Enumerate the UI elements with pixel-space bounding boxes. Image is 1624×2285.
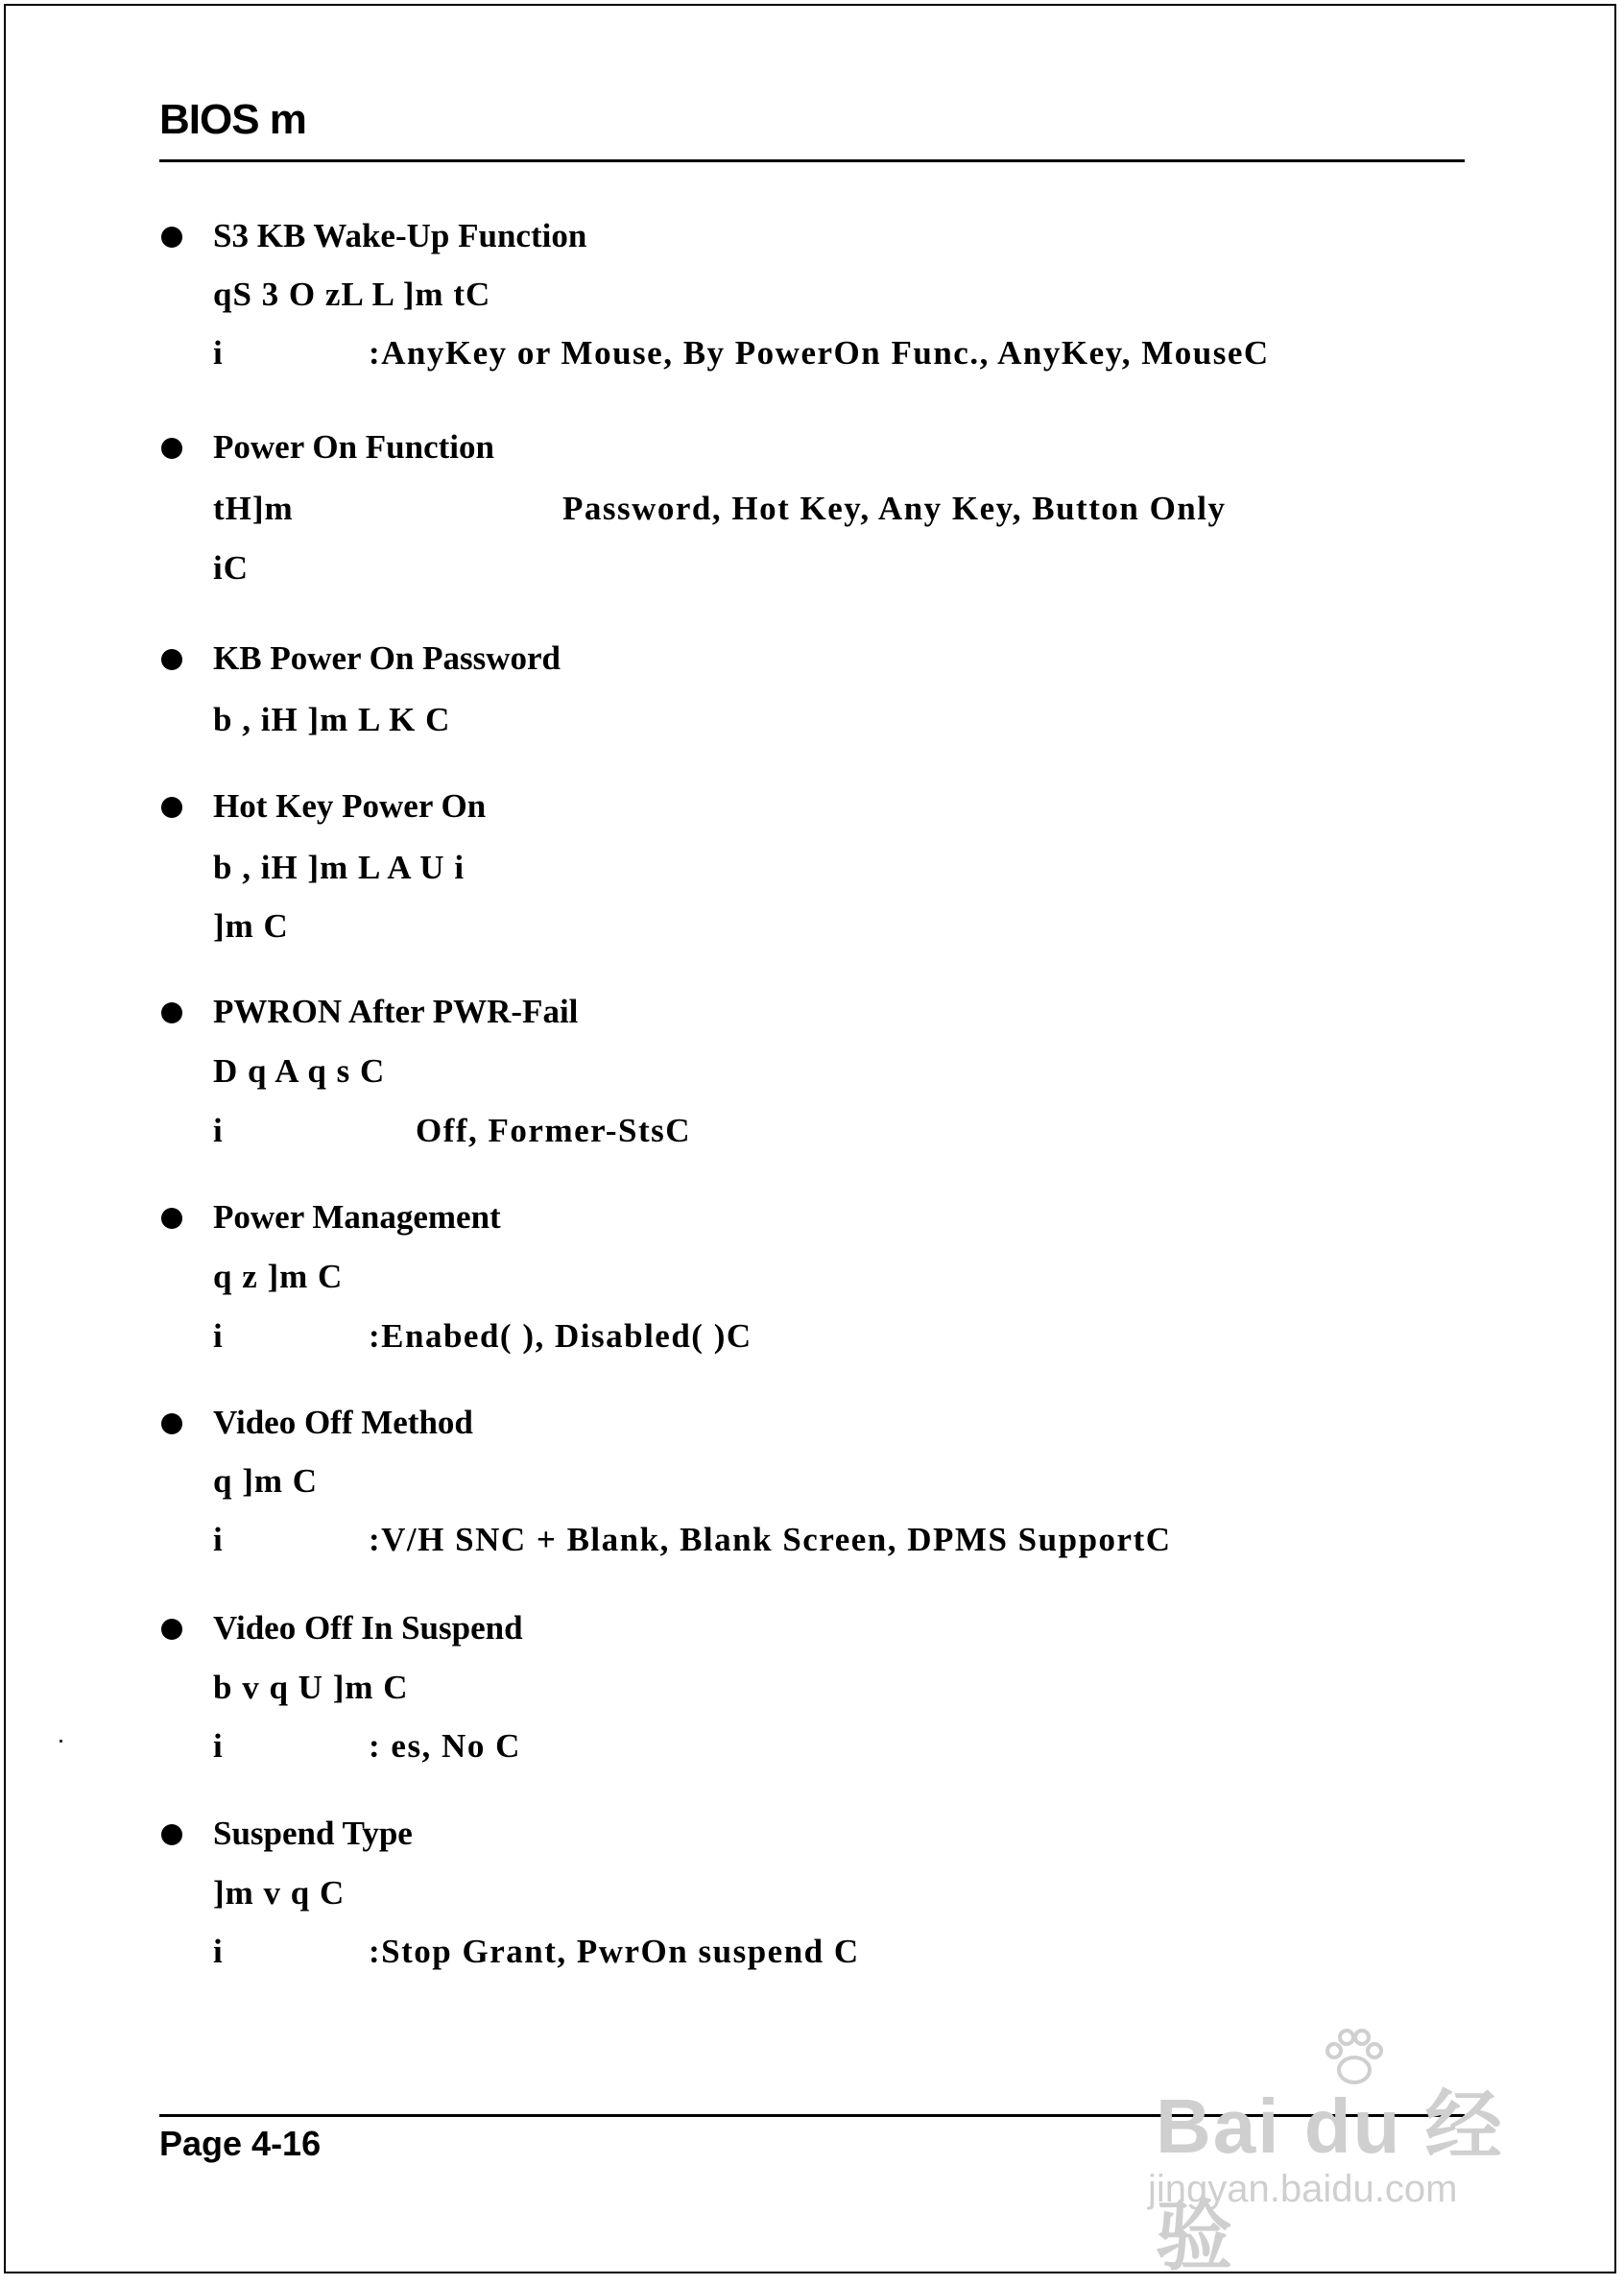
setting-description: ]m C	[213, 907, 289, 945]
setting-description: D q A q s C	[213, 1052, 386, 1090]
option-values: :AnyKey or Mouse, By PowerOn Func., AnyKey, MouseC	[369, 334, 1270, 372]
setting-description: b , iH ]m L K C	[213, 701, 451, 738]
bullet-icon	[161, 1413, 182, 1434]
page-header-title: BIOS m	[159, 96, 306, 143]
page-number: Page 4-16	[159, 2124, 322, 2163]
option-values: :Stop Grant, PwrOn suspend C	[369, 1933, 860, 1970]
option-label: i	[213, 1112, 223, 1149]
setting-description: q z ]m C	[213, 1258, 344, 1295]
setting-title: Power Management	[213, 1198, 501, 1236]
setting-description: ]m v q C	[213, 1874, 346, 1912]
option-label: i	[213, 1933, 223, 1970]
setting-title: Hot Key Power On	[213, 787, 487, 825]
setting-title: Video Off Method	[213, 1404, 473, 1441]
bullet-icon	[161, 1824, 182, 1845]
setting-description: tH]m	[213, 490, 294, 527]
option-label: i	[213, 1727, 223, 1765]
setting-title: Video Off In Suspend	[213, 1609, 523, 1647]
bullet-icon	[161, 1208, 182, 1229]
watermark-logo: Bai du 经验	[1156, 2083, 1504, 2279]
setting-description: b , iH ]m L A U i	[213, 849, 466, 886]
setting-description: b v q U ]m C	[213, 1669, 409, 1706]
setting-title: PWRON After PWR-Fail	[213, 993, 579, 1030]
header-rule	[159, 159, 1465, 162]
setting-title: Power On Function	[213, 428, 494, 466]
option-values: :Enabed( ), Disabled( )C	[369, 1317, 752, 1355]
option-values: Off, Former-StsC	[416, 1112, 692, 1149]
setting-title: Suspend Type	[213, 1815, 413, 1852]
setting-title: S3 KB Wake-Up Function	[213, 217, 587, 254]
bullet-icon	[161, 797, 182, 818]
bullet-icon	[161, 1619, 182, 1640]
option-label: i	[213, 1317, 223, 1355]
setting-description: qS 3 O zL L ]m tC	[213, 276, 491, 313]
scan-speck	[60, 1740, 62, 1743]
setting-description: q ]m C	[213, 1462, 319, 1500]
option-values: Password, Hot Key, Any Key, Button Only	[562, 490, 1227, 527]
option-label: i	[213, 1521, 223, 1558]
setting-title: KB Power On Password	[213, 639, 561, 677]
bullet-icon	[161, 649, 182, 670]
bullet-icon	[161, 1002, 182, 1023]
bullet-icon	[161, 438, 182, 459]
option-label: i	[213, 334, 223, 372]
watermark-url: jingyan.baidu.com	[1148, 2168, 1458, 2210]
option-values: :V/H SNC + Blank, Blank Screen, DPMS SupportC	[369, 1521, 1172, 1558]
setting-description: iC	[213, 549, 249, 587]
watermark	[1148, 2026, 1541, 2279]
option-values: : es, No C	[369, 1727, 521, 1765]
bullet-icon	[161, 227, 182, 248]
